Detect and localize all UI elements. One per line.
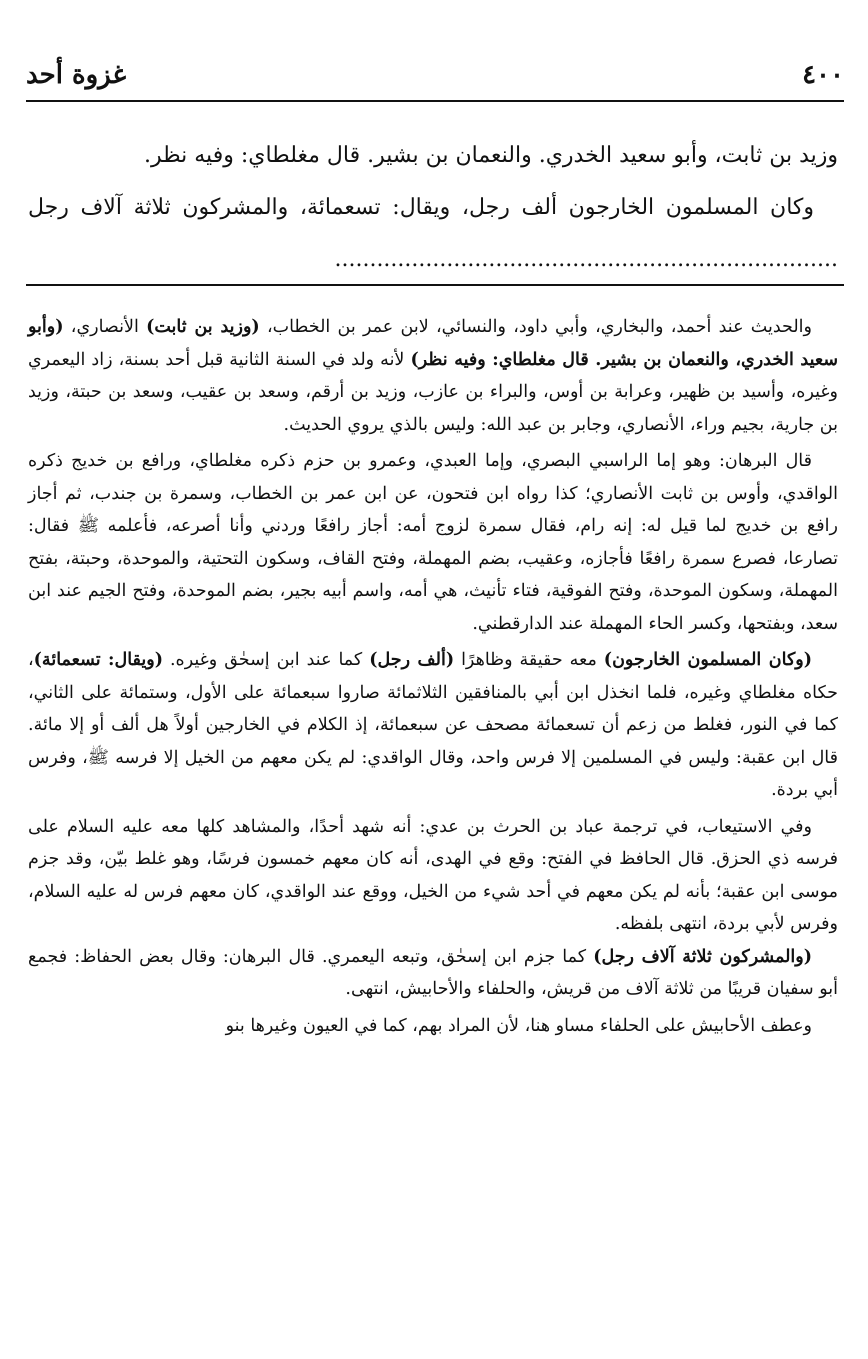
quoted-matn: (وزيد بن ثابت) (146, 317, 260, 337)
quoted-matn: (ألف رجل) (369, 650, 455, 670)
commentary-paragraph (28, 311, 838, 441)
page-header (26, 58, 844, 102)
quoted-matn: (وأبو سعيد الخدري، والنعمان بن بشير. قال مغلطاي: وفيه نظر) (28, 317, 838, 370)
commentary-text (28, 311, 838, 1042)
commentary-paragraph (28, 644, 838, 807)
quoted-matn: (ويقال: تسعمائة) (33, 650, 164, 670)
text-run: لأنه ولد في السنة الثانية قبل أحد بسنة، زاد اليعمري وغيره، وأسيد بن ظهير، وعرابة بن أوس، والبراء بن عازب، وزيد بن أرقم، وسعد بن عقيب، وسعد بن حبتة، وزيد بن جارية، بجيم وراء، الأنصاري، وجابر بن عبد الله: وليس بالذي يروي الحديث. (28, 349, 838, 435)
text-run: الأنصاري، (63, 317, 147, 337)
quoted-matn: (والمشركون ثلاثة آلاف رجل) (593, 946, 812, 967)
quoted-matn: (وكان المسلمون الخارجون) (603, 650, 813, 670)
main-text-paragraph: وزيد بن ثابت، وأبو سعيد الخدري. والنعمان بن بشير. قال مغلطاي: وفيه نظر. (143, 143, 838, 168)
chapter-title: غزوة أحد (26, 60, 127, 90)
divider-line (26, 284, 844, 286)
commentary-paragraph (28, 941, 838, 1006)
commentary-paragraph: وفي الاستيعاب، في ترجمة عباد بن الحرث بن عدي: أنه شهد أحدًا، والمشاهد كلها معه عليه السلام على فرسه ذي الحزق. قال الحافظ في الفتح: وقع في الهدى، أنه كان معهم خمسون فرسًا، وهو غلط بيّن، وقد جزم موسى ابن عقبة؛ بأنه لم يكن معهم في أحد شيء من الخيل، ووقع عند الواقدي، كان معهم فرس له عليه السلام، وفرس لأبي بردة، انتهى بلفظه. (28, 816, 838, 934)
main-text-sentence: وكان المسلمون الخارجون ألف رجل، ويقال: تسعمائة، والمشركون ثلاثة آلاف رجل (28, 195, 814, 220)
text-run: معه حقيقة وظاهرًا (454, 650, 604, 670)
ellipsis-dots: ........................................................................ (334, 247, 838, 272)
commentary-paragraph: وعطف الأحابيش على الحلفاء مساو هنا، لأن المراد بهم، كما في العيون وغيرها بنو (225, 1015, 812, 1036)
main-text-paragraph (28, 182, 838, 286)
text-run: كما عند ابن إسحٰق وغيره. (163, 650, 370, 670)
text-run: والحديث عند أحمد، والبخاري، وأبي داود، والنسائي، لابن عمر بن الخطاب، (259, 317, 812, 337)
commentary-paragraph: قال البرهان: وهو إما الراسبي البصري، وإما العبدي، وعمرو بن حزم ذكره مغلطاي، ورافع بن خديج ذكره الواقدي، وأوس بن ثابت الأنصاري؛ كذا رواه ابن فتحون، عن ابن عمر بن الخطاب، وسمرة بن جندب، ثم أجاز رافع بن خديج لما قيل له: إنه رام، فقال سمرة لزوج أمه: أجاز رافعًا وردني وأنا أصرعه، فأعلمه ﷺ فقال: تصارعا، فصرع سمرة رافعًا فأجازه، وعقيب، بضم المهملة، وفتح القاف، وسكون التحتية، والموحدة، وحبتة، بفتح المهملة، وسكون الموحدة، وفتح الفوقية، فتاء تأنيث، هي أمه، واسم أبيه بجير، بضم الموحدة، وفتح الجيم عند ابن سعد، وبفتحها، وكسر الحاء المهملة عند الدارقطني. (28, 451, 838, 634)
page-number: ٤٠٠ (802, 60, 844, 90)
text-run: كما جزم ابن إسحٰق، وتبعه اليعمري. قال البرهان: وقال بعض الحفاظ: فجمع أبو سفيان قريبًا من ثلاثة آلاف من قريش، والحلفاء والأحابيش، انتهى. (28, 946, 838, 999)
text-run: ، حكاه مغلطاي وغيره، فلما انخذل ابن أبي بالمنافقين الثلاثمائة صاروا سبعمائة على الأول، وستمائة على الثاني، كما في النور، فغلط من زعم أن تسعمائة مصحف عن سبعمائة، إذ الكلام في الخارجين أولاً هل ألف أو إلا مائة. قال ابن عقبة: وليس في المسلمين إلا فرس واحد، وقال الواقدي: لم يكن معهم من الخيل إلا فرسه ﷺ، وفرس أبي بردة. (28, 650, 838, 800)
main-text (28, 130, 838, 286)
